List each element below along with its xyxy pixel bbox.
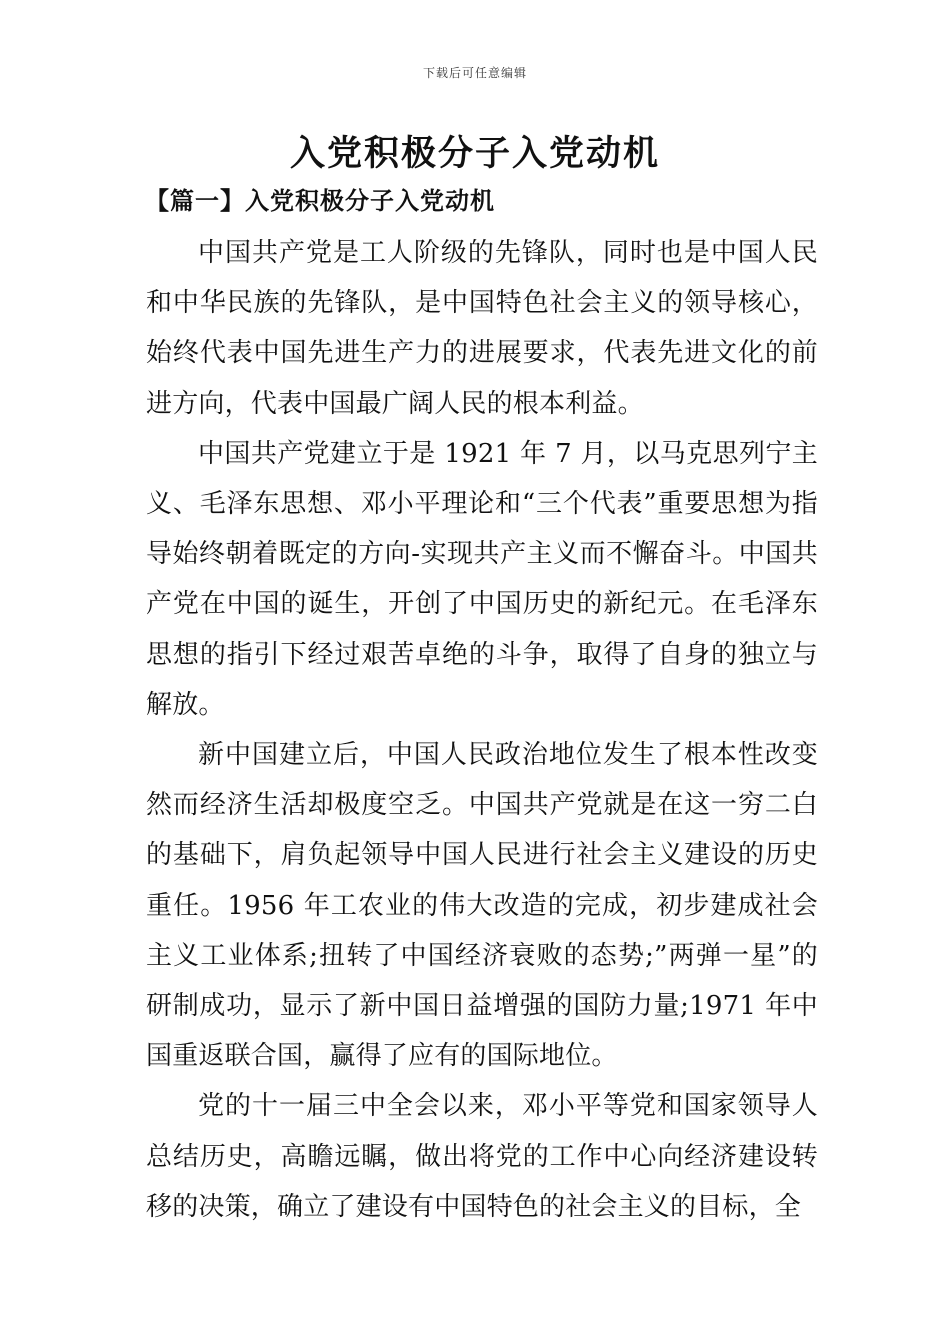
section-heading: 【篇一】入党积极分子入党动机	[145, 186, 495, 215]
header-note: 下载后可任意编辑	[422, 66, 527, 80]
paragraph-1: 中国共产党是工人阶级的先锋队，同时也是中国人民和中华民族的先锋队，是中国特色社会主义的领导核心，始终代表中国先进生产力的进展要求，代表先进文化的前进方向，代表中国最广阔人民的根本利益。	[146, 238, 818, 419]
page-title: 入党积极分子入党动机	[289, 134, 660, 174]
paragraph-2: 中国共产党建立于是 1921 年 7 月，以马克思列宁主义、毛泽东思想、邓小平理论和“三个代表”重要思想为指导始终朝着既定的方向-实现共产主义而不懈奋斗。中国共产党在中国的诞生，开创了中国历史的新纪元。在毛泽东思想的指引下经过艰苦卓绝的斗争，取得了自身的独立与解放。	[146, 438, 818, 720]
paragraph-3: 新中国建立后，中国人民政治地位发生了根本性改变然而经济生活却极度空乏。中国共产党就是在这一穷二白的基础下，肩负起领导中国人民进行社会主义建设的历史重任。1956 年工农业的伟大改造的完成，初步建成社会主义工业体系;扭转了中国经济衰败的态势;”两弹一星”的研制成功，显示了新中国日益增强的国防力量;1971 年中国重返联合国，赢得了应有的国际地位。	[146, 740, 818, 1072]
document-body	[146, 228, 818, 1232]
paragraph-4: 党的十一届三中全会以来，邓小平等党和国家领导人总结历史，高瞻远瞩，做出将党的工作中心向经济建设转移的决策，确立了建设有中国特色的社会主义的目标，全	[146, 1091, 818, 1222]
